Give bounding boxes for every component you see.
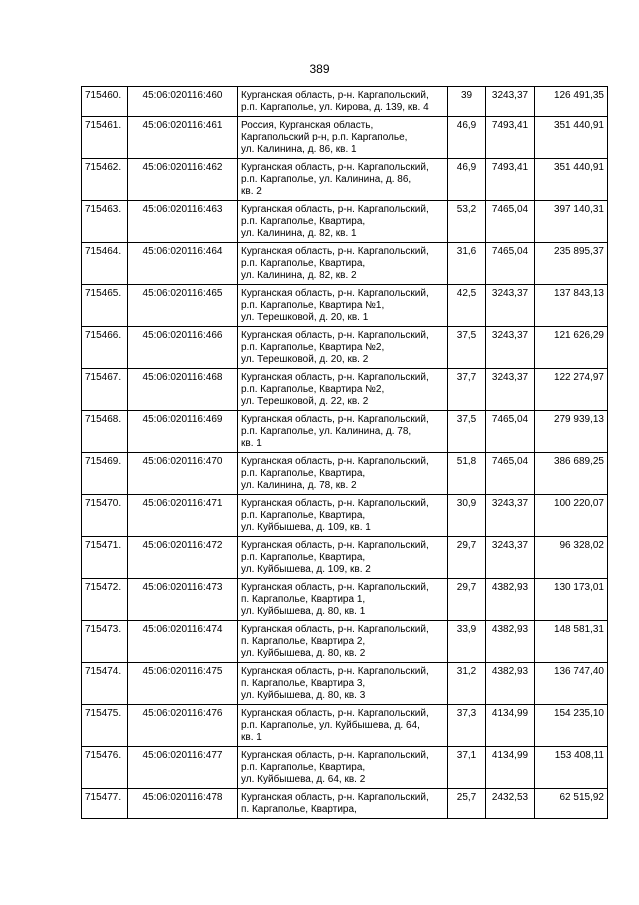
address-cell: Курганская область, р-н. Каргапольский, р.п. Каргаполье, ул. Калинина, д. 86, кв. 2	[238, 159, 448, 201]
table-row	[82, 747, 608, 789]
cadastral-value-cell: 122 274,97	[535, 369, 608, 411]
table-row	[82, 117, 608, 159]
cadastral-value-cell: 386 689,25	[535, 453, 608, 495]
row-number-cell: 715477.	[82, 789, 128, 819]
specific-value-cell: 3243,37	[486, 537, 535, 579]
area-cell: 25,7	[448, 789, 486, 819]
address-cell: Курганская область, р-н. Каргапольский, п. Каргаполье, Квартира 2, ул. Куйбышева, д. 80, кв. 2	[238, 621, 448, 663]
cadastral-value-cell: 154 235,10	[535, 705, 608, 747]
cadastral-value-cell: 136 747,40	[535, 663, 608, 705]
row-number-cell: 715460.	[82, 87, 128, 117]
specific-value-cell: 3243,37	[486, 87, 535, 117]
cadastral-value-cell: 397 140,31	[535, 201, 608, 243]
cadastral-number-cell: 45:06:020116:463	[128, 201, 238, 243]
row-number-cell: 715470.	[82, 495, 128, 537]
specific-value-cell: 2432,53	[486, 789, 535, 819]
area-cell: 46,9	[448, 159, 486, 201]
row-number-cell: 715465.	[82, 285, 128, 327]
row-number-cell: 715475.	[82, 705, 128, 747]
cadastral-value-cell: 351 440,91	[535, 159, 608, 201]
cadastral-number-cell: 45:06:020116:478	[128, 789, 238, 819]
specific-value-cell: 7493,41	[486, 159, 535, 201]
table-row	[82, 621, 608, 663]
area-cell: 37,3	[448, 705, 486, 747]
area-cell: 37,7	[448, 369, 486, 411]
cadastral-number-cell: 45:06:020116:472	[128, 537, 238, 579]
cadastral-number-cell: 45:06:020116:468	[128, 369, 238, 411]
specific-value-cell: 7493,41	[486, 117, 535, 159]
cadastral-number-cell: 45:06:020116:464	[128, 243, 238, 285]
table-row	[82, 201, 608, 243]
specific-value-cell: 7465,04	[486, 411, 535, 453]
address-cell: Курганская область, р-н. Каргапольский, п. Каргаполье, Квартира,	[238, 789, 448, 819]
row-number-cell: 715462.	[82, 159, 128, 201]
address-cell: Курганская область, р-н. Каргапольский, р.п. Каргаполье, Квартира №1, ул. Терешковой, д. 20, кв. 1	[238, 285, 448, 327]
row-number-cell: 715468.	[82, 411, 128, 453]
cadastral-value-cell: 121 626,29	[535, 327, 608, 369]
address-cell: Курганская область, р-н. Каргапольский, р.п. Каргаполье, ул. Кирова, д. 139, кв. 4	[238, 87, 448, 117]
address-cell: Курганская область, р-н. Каргапольский, р.п. Каргаполье, ул. Куйбышева, д. 64, кв. 1	[238, 705, 448, 747]
cadastral-value-cell: 235 895,37	[535, 243, 608, 285]
address-cell: Курганская область, р-н. Каргапольский, р.п. Каргаполье, Квартира №2, ул. Терешковой, д. 20, кв. 2	[238, 327, 448, 369]
cadastral-number-cell: 45:06:020116:471	[128, 495, 238, 537]
row-number-cell: 715471.	[82, 537, 128, 579]
specific-value-cell: 7465,04	[486, 243, 535, 285]
area-cell: 51,8	[448, 453, 486, 495]
specific-value-cell: 3243,37	[486, 285, 535, 327]
area-cell: 30,9	[448, 495, 486, 537]
table-row	[82, 537, 608, 579]
table-row	[82, 87, 608, 117]
specific-value-cell: 3243,37	[486, 327, 535, 369]
table-row	[82, 453, 608, 495]
row-number-cell: 715463.	[82, 201, 128, 243]
area-cell: 37,5	[448, 411, 486, 453]
area-cell: 46,9	[448, 117, 486, 159]
cadastral-value-cell: 130 173,01	[535, 579, 608, 621]
row-number-cell: 715474.	[82, 663, 128, 705]
area-cell: 53,2	[448, 201, 486, 243]
specific-value-cell: 4382,93	[486, 663, 535, 705]
specific-value-cell: 4382,93	[486, 621, 535, 663]
specific-value-cell: 7465,04	[486, 201, 535, 243]
table-row	[82, 327, 608, 369]
address-cell: Курганская область, р-н. Каргапольский, п. Каргаполье, Квартира 1, ул. Куйбышева, д. 80, кв. 1	[238, 579, 448, 621]
table-row	[82, 369, 608, 411]
table-row	[82, 663, 608, 705]
address-cell: Курганская область, р-н. Каргапольский, р.п. Каргаполье, Квартира, ул. Куйбышева, д. 64, кв. 2	[238, 747, 448, 789]
area-cell: 37,1	[448, 747, 486, 789]
address-cell: Курганская область, р-н. Каргапольский, р.п. Каргаполье, Квартира, ул. Куйбышева, д. 109, кв. 2	[238, 537, 448, 579]
table-row	[82, 789, 608, 819]
cadastral-value-cell: 137 843,13	[535, 285, 608, 327]
area-cell: 29,7	[448, 579, 486, 621]
table-row	[82, 411, 608, 453]
cadastral-number-cell: 45:06:020116:473	[128, 579, 238, 621]
cadastral-number-cell: 45:06:020116:477	[128, 747, 238, 789]
row-number-cell: 715464.	[82, 243, 128, 285]
specific-value-cell: 7465,04	[486, 453, 535, 495]
specific-value-cell: 3243,37	[486, 495, 535, 537]
row-number-cell: 715469.	[82, 453, 128, 495]
row-number-cell: 715461.	[82, 117, 128, 159]
row-number-cell: 715473.	[82, 621, 128, 663]
table-row	[82, 159, 608, 201]
property-registry-table	[81, 86, 608, 819]
area-cell: 31,2	[448, 663, 486, 705]
cadastral-value-cell: 279 939,13	[535, 411, 608, 453]
table-row	[82, 495, 608, 537]
address-cell: Курганская область, р-н. Каргапольский, р.п. Каргаполье, Квартира, ул. Калинина, д. 82, кв. 2	[238, 243, 448, 285]
specific-value-cell: 4382,93	[486, 579, 535, 621]
table-row	[82, 285, 608, 327]
table-row	[82, 705, 608, 747]
cadastral-value-cell: 148 581,31	[535, 621, 608, 663]
cadastral-number-cell: 45:06:020116:469	[128, 411, 238, 453]
cadastral-value-cell: 153 408,11	[535, 747, 608, 789]
table-row	[82, 579, 608, 621]
area-cell: 33,9	[448, 621, 486, 663]
address-cell: Россия, Курганская область, Каргапольский р-н, р.п. Каргаполье, ул. Калинина, д. 86, кв. 1	[238, 117, 448, 159]
address-cell: Курганская область, р-н. Каргапольский, р.п. Каргаполье, Квартира, ул. Куйбышева, д. 109, кв. 1	[238, 495, 448, 537]
cadastral-number-cell: 45:06:020116:465	[128, 285, 238, 327]
cadastral-number-cell: 45:06:020116:461	[128, 117, 238, 159]
cadastral-number-cell: 45:06:020116:474	[128, 621, 238, 663]
cadastral-number-cell: 45:06:020116:475	[128, 663, 238, 705]
cadastral-number-cell: 45:06:020116:470	[128, 453, 238, 495]
area-cell: 42,5	[448, 285, 486, 327]
address-cell: Курганская область, р-н. Каргапольский, р.п. Каргаполье, Квартира №2, ул. Терешковой, д. 22, кв. 2	[238, 369, 448, 411]
cadastral-value-cell: 62 515,92	[535, 789, 608, 819]
area-cell: 37,5	[448, 327, 486, 369]
row-number-cell: 715466.	[82, 327, 128, 369]
cadastral-value-cell: 100 220,07	[535, 495, 608, 537]
table-row	[82, 243, 608, 285]
area-cell: 31,6	[448, 243, 486, 285]
page-number: 389	[309, 62, 330, 76]
cadastral-value-cell: 351 440,91	[535, 117, 608, 159]
address-cell: Курганская область, р-н. Каргапольский, р.п. Каргаполье, Квартира, ул. Калинина, д. 82, кв. 1	[238, 201, 448, 243]
row-number-cell: 715467.	[82, 369, 128, 411]
address-cell: Курганская область, р-н. Каргапольский, п. Каргаполье, Квартира 3, ул. Куйбышева, д. 80, кв. 3	[238, 663, 448, 705]
cadastral-value-cell: 126 491,35	[535, 87, 608, 117]
specific-value-cell: 4134,99	[486, 747, 535, 789]
cadastral-number-cell: 45:06:020116:476	[128, 705, 238, 747]
address-cell: Курганская область, р-н. Каргапольский, р.п. Каргаполье, ул. Калинина, д. 78, кв. 1	[238, 411, 448, 453]
area-cell: 29,7	[448, 537, 486, 579]
cadastral-number-cell: 45:06:020116:460	[128, 87, 238, 117]
row-number-cell: 715472.	[82, 579, 128, 621]
cadastral-value-cell: 96 328,02	[535, 537, 608, 579]
row-number-cell: 715476.	[82, 747, 128, 789]
cadastral-number-cell: 45:06:020116:462	[128, 159, 238, 201]
cadastral-number-cell: 45:06:020116:466	[128, 327, 238, 369]
address-cell: Курганская область, р-н. Каргапольский, р.п. Каргаполье, Квартира, ул. Калинина, д. 78, кв. 2	[238, 453, 448, 495]
specific-value-cell: 3243,37	[486, 369, 535, 411]
area-cell: 39	[448, 87, 486, 117]
specific-value-cell: 4134,99	[486, 705, 535, 747]
